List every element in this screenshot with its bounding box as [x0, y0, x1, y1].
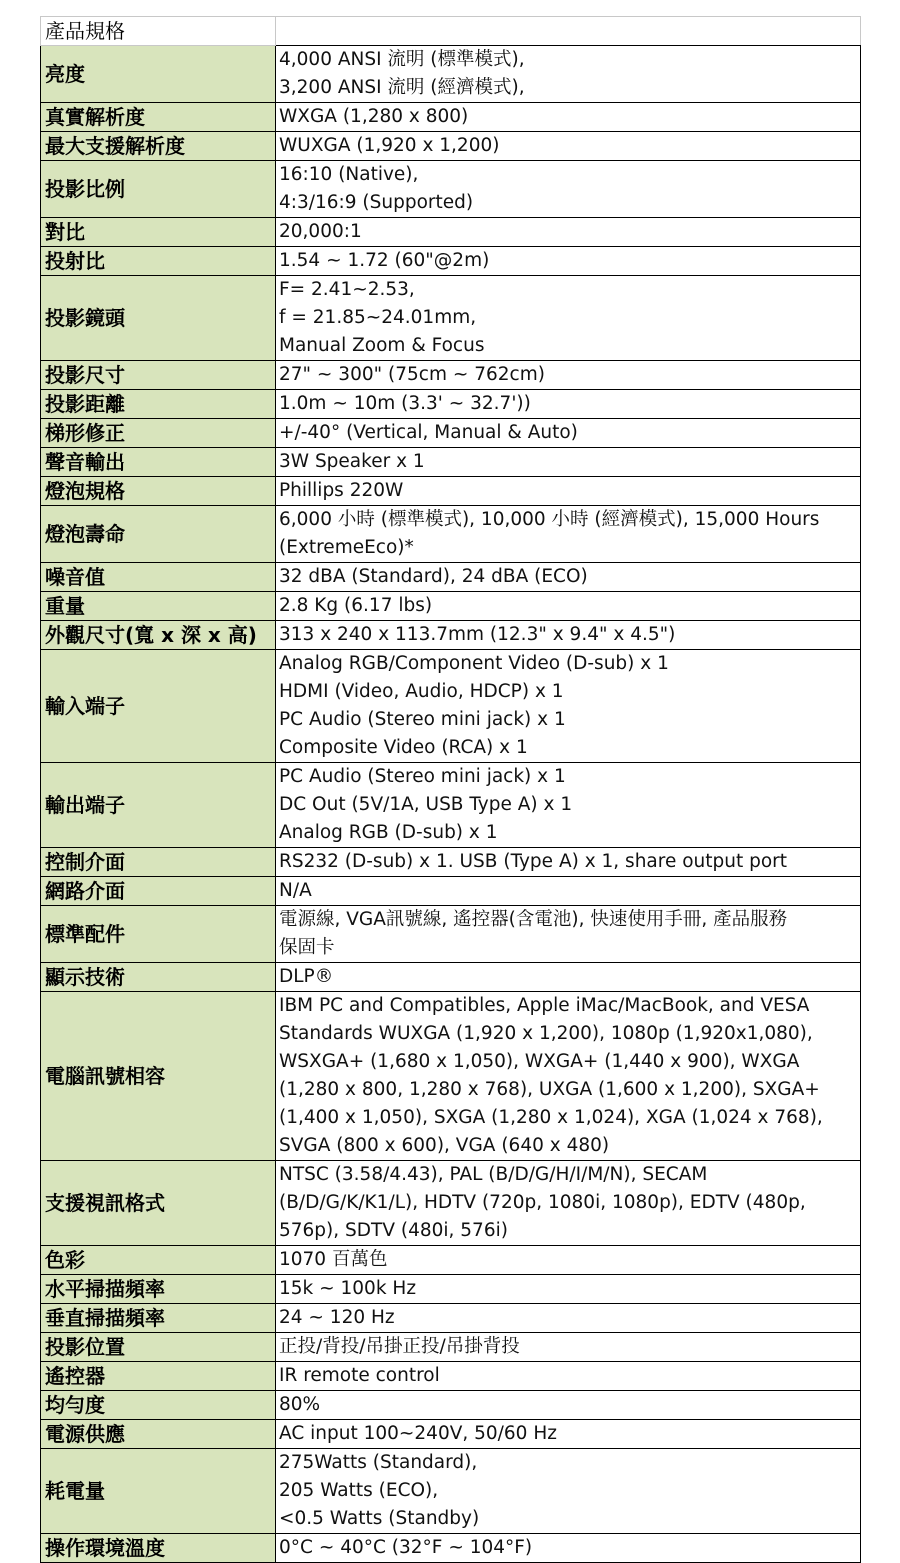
table-row	[41, 506, 861, 563]
spec-value	[276, 276, 861, 361]
spec-value-line: DC Out (5V/1A, USB Type A) x 1	[279, 794, 573, 815]
spec-value-line: 1.54 ~ 1.72 (60"@2m)	[279, 250, 490, 271]
spec-value-line: 15k ~ 100k Hz	[279, 1278, 417, 1299]
spec-label: 遙控器	[41, 1362, 276, 1391]
spec-value-line: Manual Zoom & Focus	[279, 335, 485, 356]
table-header-row	[41, 17, 861, 46]
spec-label: 水平掃描頻率	[41, 1275, 276, 1304]
spec-value	[276, 132, 861, 161]
table-row	[41, 477, 861, 506]
spec-value	[276, 419, 861, 448]
table-row	[41, 963, 861, 992]
spec-value-line: RS232 (D-sub) x 1. USB (Type A) x 1, share output port	[279, 851, 788, 872]
spec-value-line: 32 dBA (Standard), 24 dBA (ECO)	[279, 566, 588, 587]
spec-value-line: 保固卡	[279, 937, 335, 958]
spec-label: 垂直掃描頻率	[41, 1304, 276, 1333]
table-row	[41, 992, 861, 1161]
spec-value-line: (B/D/G/K/K1/L), HDTV (720p, 1080i, 1080p), EDTV (480p,	[279, 1192, 806, 1213]
spec-value	[276, 448, 861, 477]
spec-label: 最大支援解析度	[41, 132, 276, 161]
spec-label: 梯形修正	[41, 419, 276, 448]
table-row	[41, 848, 861, 877]
spec-value	[276, 477, 861, 506]
spec-value-line: 275Watts (Standard),	[279, 1452, 478, 1473]
spec-value	[276, 906, 861, 963]
spec-value-line: 1.0m ~ 10m (3.3' ~ 32.7'))	[279, 393, 531, 414]
table-row	[41, 132, 861, 161]
spec-value-line: 1070 百萬色	[279, 1249, 388, 1270]
spec-value-line: 80%	[279, 1394, 321, 1415]
spec-value-line: 電源線, VGA訊號線, 遙控器(含電池), 快速使用手冊, 產品服務	[279, 909, 788, 930]
spec-value-line: 3W Speaker x 1	[279, 451, 425, 472]
spec-value	[276, 1333, 861, 1362]
spec-label: 輸入端子	[41, 650, 276, 763]
table-row	[41, 1304, 861, 1333]
spec-label: 投射比	[41, 247, 276, 276]
table-row	[41, 877, 861, 906]
spec-label: 電腦訊號相容	[41, 992, 276, 1161]
spec-label: 真實解析度	[41, 103, 276, 132]
spec-value	[276, 390, 861, 419]
spec-value-line: (1,280 x 800, 1,280 x 768), UXGA (1,600 x 1,200), SXGA+	[279, 1079, 820, 1100]
table-row	[41, 1362, 861, 1391]
spec-value-line: Phillips 220W	[279, 480, 404, 501]
spec-value	[276, 1534, 861, 1563]
table-row	[41, 650, 861, 763]
table-row	[41, 390, 861, 419]
table-row	[41, 448, 861, 477]
spec-value-line: 2.8 Kg (6.17 lbs)	[279, 595, 433, 616]
table-row	[41, 1246, 861, 1275]
spec-value-line: 205 Watts (ECO),	[279, 1480, 439, 1501]
table-row	[41, 218, 861, 247]
spec-value-line: 576p), SDTV (480i, 576i)	[279, 1220, 508, 1241]
spec-value-line: 27" ~ 300" (75cm ~ 762cm)	[279, 364, 545, 385]
spec-value	[276, 161, 861, 218]
spec-label: 色彩	[41, 1246, 276, 1275]
spec-value-line: 20,000:1	[279, 221, 362, 242]
table-row	[41, 1449, 861, 1534]
spec-value-line: 4,000 ANSI 流明 (標準模式),	[279, 49, 525, 70]
spec-value-line: SVGA (800 x 600), VGA (640 x 480)	[279, 1135, 610, 1156]
spec-value-line: Composite Video (RCA) x 1	[279, 737, 528, 758]
table-row	[41, 276, 861, 361]
spec-value	[276, 46, 861, 103]
spec-label: 投影距離	[41, 390, 276, 419]
table-row	[41, 1333, 861, 1362]
spec-value-line: PC Audio (Stereo mini jack) x 1	[279, 709, 566, 730]
table-row	[41, 247, 861, 276]
spec-value	[276, 361, 861, 390]
spec-label: 支援視訊格式	[41, 1161, 276, 1246]
table-row	[41, 361, 861, 390]
spec-value-line: Analog RGB/Component Video (D-sub) x 1	[279, 653, 669, 674]
spec-value-line: 16:10 (Native),	[279, 164, 419, 185]
spec-value-line: F= 2.41~2.53,	[279, 279, 415, 300]
table-row	[41, 1275, 861, 1304]
spec-label: 標準配件	[41, 906, 276, 963]
spec-value-line: WXGA (1,280 x 800)	[279, 106, 469, 127]
spec-value	[276, 247, 861, 276]
spec-value	[276, 763, 861, 848]
spec-value	[276, 103, 861, 132]
spec-value	[276, 218, 861, 247]
spec-value	[276, 621, 861, 650]
spec-label: 控制介面	[41, 848, 276, 877]
spec-label: 均勻度	[41, 1391, 276, 1420]
spec-table	[40, 16, 861, 1563]
spec-label: 耗電量	[41, 1449, 276, 1534]
table-row	[41, 1534, 861, 1563]
spec-value	[276, 1449, 861, 1534]
spec-value	[276, 506, 861, 563]
table-row	[41, 419, 861, 448]
spec-label: 重量	[41, 592, 276, 621]
spec-label: 聲音輸出	[41, 448, 276, 477]
spec-value-line: +/-40° (Vertical, Manual & Auto)	[279, 422, 578, 443]
spec-value	[276, 1362, 861, 1391]
spec-label: 投影位置	[41, 1333, 276, 1362]
table-row	[41, 103, 861, 132]
spec-value-line: (ExtremeEco)*	[279, 537, 414, 558]
spec-label: 外觀尺寸(寬 x 深 x 高)	[41, 621, 276, 650]
table-title-value	[276, 17, 861, 46]
table-title: 產品規格	[41, 17, 276, 46]
spec-label: 亮度	[41, 46, 276, 103]
table-row	[41, 1391, 861, 1420]
spec-label: 投影比例	[41, 161, 276, 218]
table-row	[41, 621, 861, 650]
spec-value-line: 3,200 ANSI 流明 (經濟模式),	[279, 77, 525, 98]
spec-value-line: 6,000 小時 (標準模式), 10,000 小時 (經濟模式), 15,000 Hours	[279, 509, 820, 530]
spec-value-line: WSXGA+ (1,680 x 1,050), WXGA+ (1,440 x 900), WXGA	[279, 1051, 800, 1072]
spec-label: 燈泡壽命	[41, 506, 276, 563]
table-row	[41, 906, 861, 963]
spec-value	[276, 1304, 861, 1333]
table-row	[41, 161, 861, 218]
spec-value-line: Analog RGB (D-sub) x 1	[279, 822, 498, 843]
spec-value	[276, 877, 861, 906]
spec-value-line: IR remote control	[279, 1365, 440, 1386]
spec-table-body	[41, 17, 861, 1563]
spec-label: 噪音值	[41, 563, 276, 592]
spec-value-line: f = 21.85~24.01mm,	[279, 307, 477, 328]
spec-label: 操作環境溫度	[41, 1534, 276, 1563]
spec-value	[276, 1161, 861, 1246]
spec-value-line: N/A	[279, 880, 312, 901]
spec-value-line: DLP®	[279, 966, 334, 987]
table-row	[41, 1161, 861, 1246]
spec-value-line: 313 x 240 x 113.7mm (12.3" x 9.4" x 4.5")	[279, 624, 676, 645]
spec-value-line: NTSC (3.58/4.43), PAL (B/D/G/H/I/M/N), SECAM	[279, 1164, 708, 1185]
spec-value	[276, 592, 861, 621]
spec-value-line: WUXGA (1,920 x 1,200)	[279, 135, 500, 156]
spec-value	[276, 963, 861, 992]
spec-label: 輸出端子	[41, 763, 276, 848]
spec-label: 投影鏡頭	[41, 276, 276, 361]
table-row	[41, 592, 861, 621]
spec-value-line: <0.5 Watts (Standby)	[279, 1508, 480, 1529]
spec-value	[276, 650, 861, 763]
spec-value	[276, 563, 861, 592]
spec-value	[276, 1275, 861, 1304]
spec-value-line: 正投/背投/吊掛正投/吊掛背投	[279, 1336, 520, 1357]
spec-value-line: (1,400 x 1,050), SXGA (1,280 x 1,024), XGA (1,024 x 768),	[279, 1107, 823, 1128]
table-row	[41, 1420, 861, 1449]
table-row	[41, 46, 861, 103]
table-row	[41, 563, 861, 592]
spec-value	[276, 992, 861, 1161]
spec-value-line: Standards WUXGA (1,920 x 1,200), 1080p (1,920x1,080),	[279, 1023, 813, 1044]
table-row	[41, 763, 861, 848]
spec-value-line: 4:3/16:9 (Supported)	[279, 192, 474, 213]
spec-value-line: 0°C ~ 40°C (32°F ~ 104°F)	[279, 1537, 533, 1558]
spec-value	[276, 848, 861, 877]
spec-label: 對比	[41, 218, 276, 247]
spec-value	[276, 1246, 861, 1275]
spec-label: 電源供應	[41, 1420, 276, 1449]
spec-value	[276, 1391, 861, 1420]
spec-label: 燈泡規格	[41, 477, 276, 506]
spec-label: 網路介面	[41, 877, 276, 906]
spec-label: 顯示技術	[41, 963, 276, 992]
spec-value-line: AC input 100~240V, 50/60 Hz	[279, 1423, 557, 1444]
spec-value-line: PC Audio (Stereo mini jack) x 1	[279, 766, 566, 787]
spec-value	[276, 1420, 861, 1449]
spec-value-line: 24 ~ 120 Hz	[279, 1307, 395, 1328]
spec-value-line: HDMI (Video, Audio, HDCP) x 1	[279, 681, 564, 702]
spec-value-line: IBM PC and Compatibles, Apple iMac/MacBook, and VESA	[279, 995, 810, 1016]
spec-label: 投影尺寸	[41, 361, 276, 390]
